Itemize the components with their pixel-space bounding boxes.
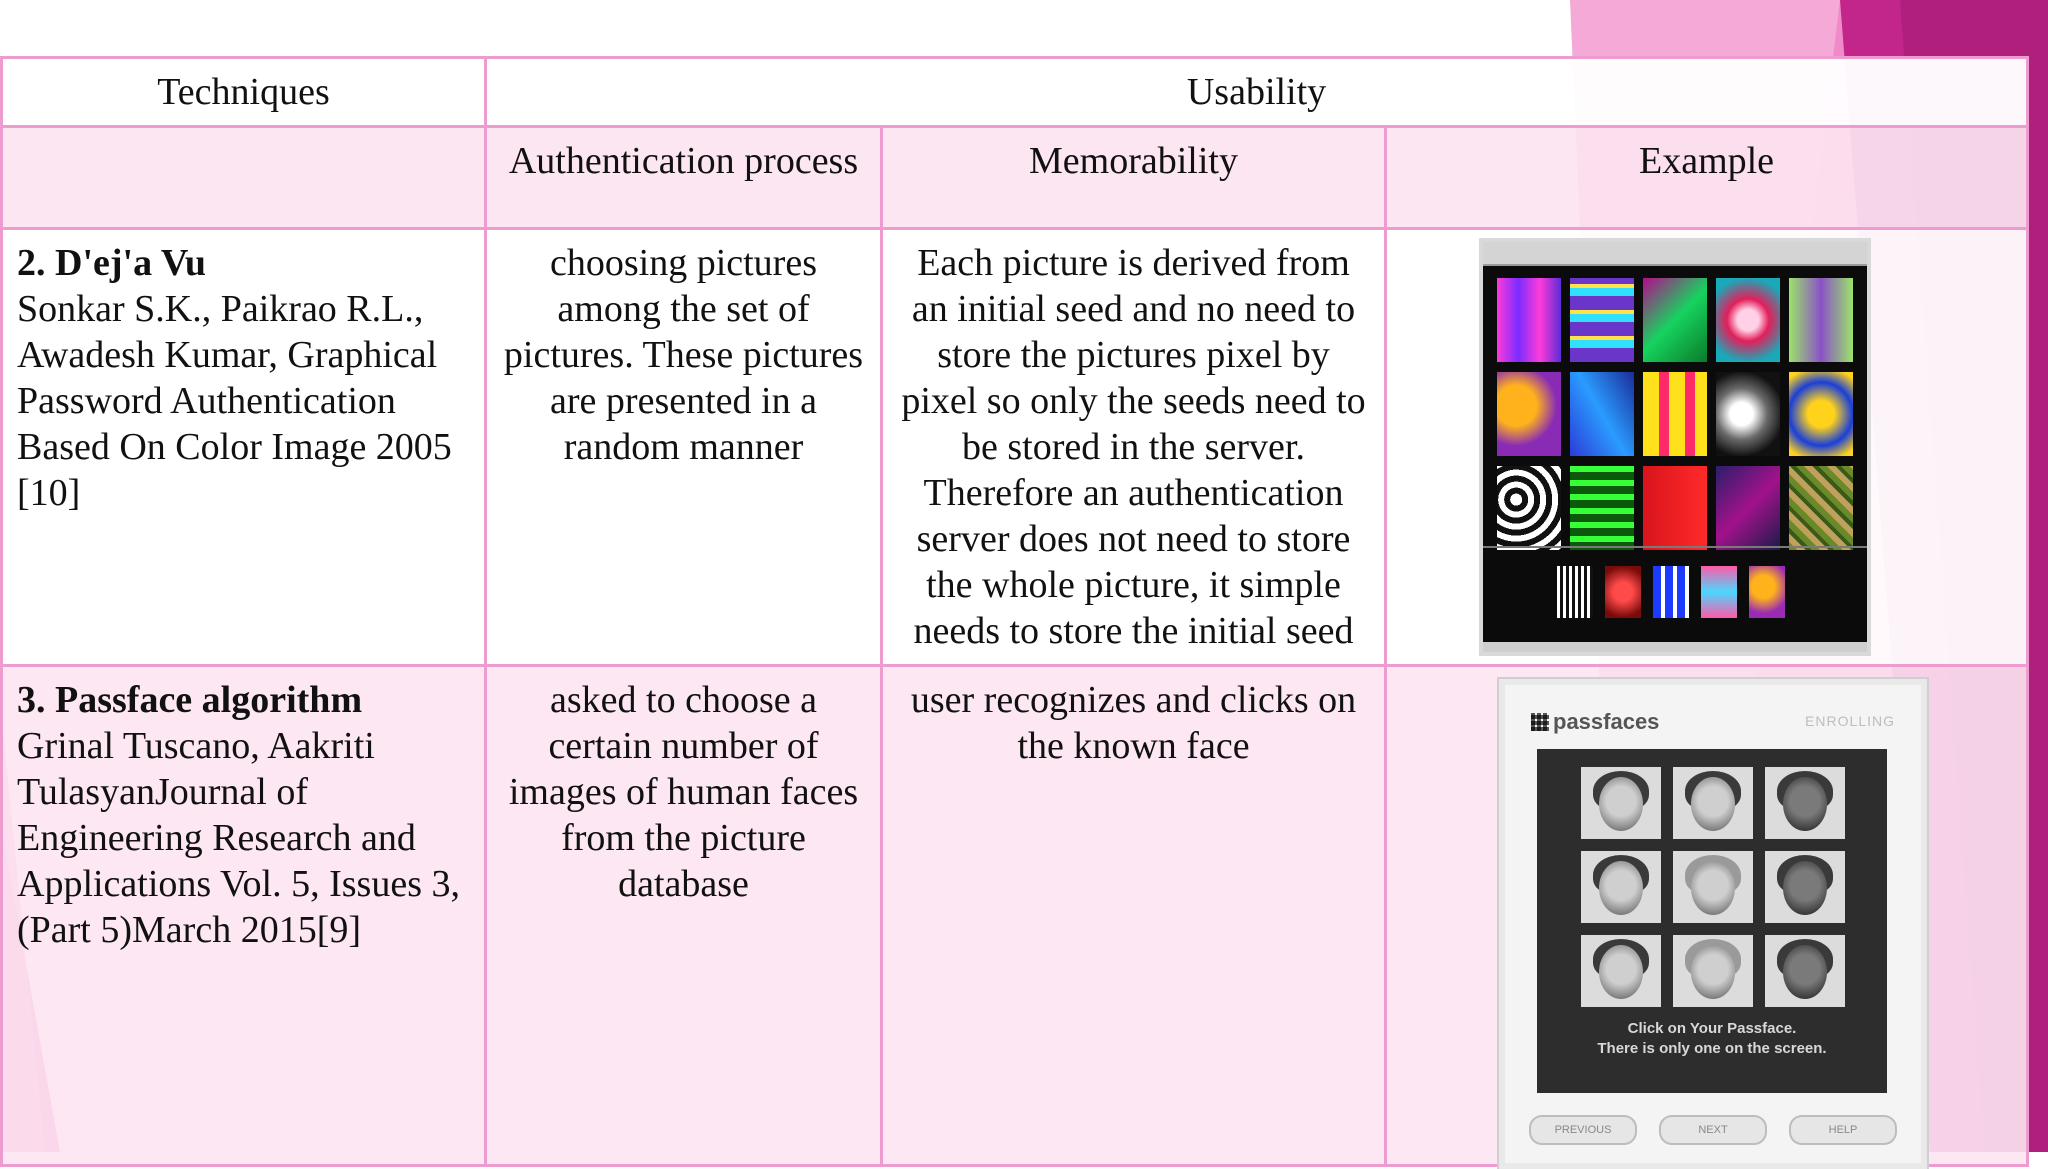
header-example xyxy=(1386,127,2028,229)
header-memorability xyxy=(882,127,1386,229)
table-row xyxy=(2,666,2028,1166)
header-usability-label: Usability xyxy=(1186,71,1327,113)
technique-title: 2. D'ej'a Vu xyxy=(17,242,206,284)
deja-vu-screenshot xyxy=(1479,238,1871,656)
memorability-text: Each picture is derived from an initial seed and no need to store the pictures pixel by pixel so only the seeds need to be stored in the server. Therefore an authentication server does not need to store the whole picture, it simple needs to store the initial seed xyxy=(901,242,1366,652)
header-authentication-process xyxy=(486,127,882,229)
header-example-label: Example xyxy=(1638,140,1775,182)
help-button: HELP xyxy=(1789,1115,1897,1145)
passfaces-logo-text: passfaces xyxy=(1553,709,1660,734)
enrolling-label: ENROLLING xyxy=(1805,713,1895,729)
authentication-process-cell xyxy=(486,666,882,1166)
authentication-process-text: asked to choose a certain number of images of human faces from the picture database xyxy=(508,679,859,905)
header-authentication-process-label: Authentication process xyxy=(508,140,859,182)
table-row xyxy=(2,229,2028,666)
face-image xyxy=(1673,767,1753,839)
technique-cell xyxy=(2,666,486,1166)
face-image xyxy=(1581,767,1661,839)
passface-buttons xyxy=(1529,1115,1897,1145)
technique-reference: Sonkar S.K., Paikrao R.L., Awadesh Kumar, Graphical Password Authentication Based On Color Image 2005 [10] xyxy=(17,288,452,514)
authentication-process-cell xyxy=(486,229,882,666)
face-grid-panel xyxy=(1537,749,1887,1093)
technique-title: 3. Passface algorithm xyxy=(17,679,363,721)
face-image xyxy=(1765,767,1845,839)
technique-cell xyxy=(2,229,486,666)
face-image xyxy=(1673,935,1753,1007)
header-techniques-label: Techniques xyxy=(157,71,330,113)
authentication-process-text: choosing pictures among the set of pictures. These pictures are presented in a random manner xyxy=(503,242,864,468)
face-image xyxy=(1581,851,1661,923)
passface-instructions xyxy=(1537,1019,1887,1059)
previous-button: PREVIOUS xyxy=(1529,1115,1637,1145)
header-empty-cell xyxy=(2,127,486,229)
header-usability xyxy=(486,58,2028,127)
passface-instruction-line-2: There is only one on the screen. xyxy=(1597,1040,1827,1057)
header-memorability-label: Memorability xyxy=(1029,140,1238,182)
memorability-cell xyxy=(882,666,1386,1166)
memorability-text: user recognizes and clicks on the known face xyxy=(910,679,1357,767)
technique-reference: Grinal Tuscano, Aakriti TulasyanJournal of Engineering Research and Applications Vol. 5, Issues 3, (Part 5)March 2015[9] xyxy=(17,725,460,951)
example-cell xyxy=(1386,229,2028,666)
face-image xyxy=(1765,935,1845,1007)
face-image xyxy=(1673,851,1753,923)
grid-logo-icon xyxy=(1531,713,1549,731)
face-image xyxy=(1581,935,1661,1007)
passface-screenshot xyxy=(1499,679,1927,1169)
passfaces-logo xyxy=(1531,709,1659,735)
face-image xyxy=(1765,851,1845,923)
next-button: NEXT xyxy=(1659,1115,1767,1145)
example-cell xyxy=(1386,666,2028,1166)
header-row-main xyxy=(2,58,2028,127)
header-techniques xyxy=(2,58,486,127)
memorability-cell xyxy=(882,229,1386,666)
comparison-table xyxy=(0,56,2029,1167)
header-row-sub xyxy=(2,127,2028,229)
passface-instruction-line-1: Click on Your Passface. xyxy=(1627,1020,1797,1037)
